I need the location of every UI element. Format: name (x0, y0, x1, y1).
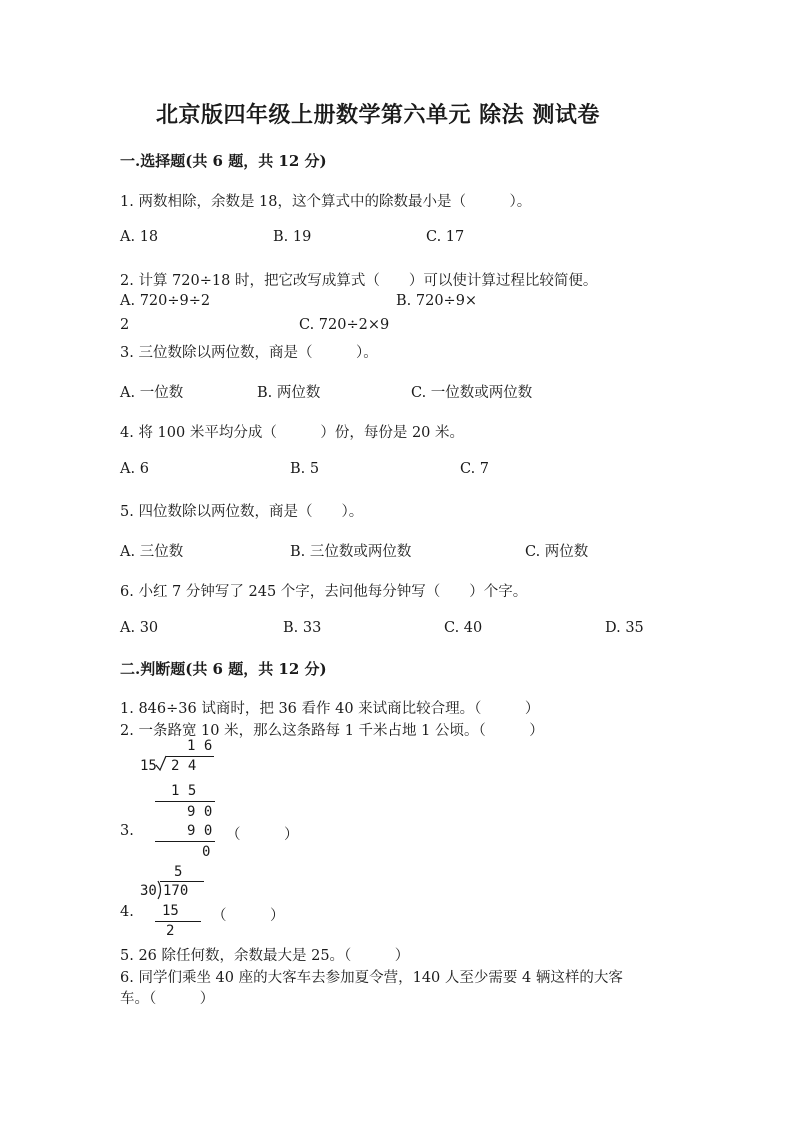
division-2-subtrahend: 15 (162, 903, 179, 919)
judgment-1: 1. 846÷36 试商时，把 36 看作 40 来试商比较合理。（ ） (120, 701, 540, 717)
section-heading-choice: 一.选择题(共 6 题，共 12 分) (120, 152, 327, 170)
judgment-3-number: 3. (120, 823, 134, 839)
question-3: 3. 三位数除以两位数，商是（ ）。 (120, 345, 378, 361)
option-6b[interactable]: B. 33 (283, 620, 322, 636)
division-1-subtrahend-2: 9 0 (187, 823, 213, 839)
option-1b[interactable]: B. 19 (273, 229, 312, 245)
division-1-bracket (159, 756, 169, 778)
option-2b[interactable]: B. 720÷9× (396, 293, 478, 309)
option-4a[interactable]: A. 6 (120, 461, 149, 477)
option-5c[interactable]: C. 两位数 (525, 544, 589, 560)
option-3a[interactable]: A. 一位数 (120, 385, 184, 401)
division-1-divisor: 15 (140, 758, 157, 774)
judgment-6-line-1: 6. 同学们乘坐 40 座的大客车去参加夏令营，140 人至少需要 4 辆这样的大客 (120, 970, 623, 986)
option-2b-continued: 2 (120, 317, 130, 333)
option-4c[interactable]: C. 7 (460, 461, 490, 477)
option-3c[interactable]: C. 一位数或两位数 (411, 385, 533, 401)
option-6a[interactable]: A. 30 (120, 620, 159, 636)
division-1-remainder-2: 0 (202, 844, 211, 860)
question-1: 1. 两数相除，余数是 18，这个算式中的除数最小是（ ）。 (120, 194, 532, 210)
division-1-dividend: 2 4 (171, 758, 197, 774)
question-2: 2. 计算 720÷18 时，把它改写成算式（ ）可以使计算过程比较简便。 (120, 273, 598, 289)
division-2-line (155, 921, 201, 922)
option-6d[interactable]: D. 35 (605, 620, 644, 636)
option-1a[interactable]: A. 18 (120, 229, 159, 245)
division-1-line-2 (155, 841, 215, 842)
division-2-bar (160, 881, 204, 882)
division-2-divisor: 30 (140, 883, 157, 899)
division-2-quotient: 5 (174, 864, 183, 880)
division-1-remainder-1: 9 0 (187, 804, 213, 820)
division-1-line-1 (155, 801, 215, 802)
question-6: 6. 小红 7 分钟写了 245 个字，去问他每分钟写（ ）个字。 (120, 584, 528, 600)
question-4: 4. 将 100 米平均分成（ ）份，每份是 20 米。 (120, 425, 465, 441)
judgment-3-answer[interactable]: （ ） (226, 827, 299, 843)
page-title: 北京版四年级上册数学第六单元 除法 测试卷 (156, 102, 600, 128)
judgment-6-line-2: 车。（ ） (120, 991, 215, 1007)
division-1-quotient: 1 6 (187, 738, 213, 754)
division-2-remainder: 2 (166, 923, 175, 939)
option-5b[interactable]: B. 三位数或两位数 (290, 544, 412, 560)
option-3b[interactable]: B. 两位数 (257, 385, 321, 401)
division-1-subtrahend: 1 5 (171, 783, 197, 799)
division-1-bar (166, 756, 214, 757)
judgment-4-answer[interactable]: （ ） (212, 908, 285, 924)
section-heading-judgment: 二.判断题(共 6 题，共 12 分) (120, 660, 327, 678)
option-4b[interactable]: B. 5 (290, 461, 320, 477)
question-5: 5. 四位数除以两位数，商是（ ）。 (120, 504, 364, 520)
division-2-dividend: 170 (163, 883, 189, 899)
judgment-5: 5. 26 除任何数，余数最大是 25。（ ） (120, 948, 410, 964)
option-2a[interactable]: A. 720÷9÷2 (120, 293, 211, 309)
option-1c[interactable]: C. 17 (426, 229, 465, 245)
judgment-4-number: 4. (120, 904, 134, 920)
option-2c[interactable]: C. 720÷2×9 (299, 317, 390, 333)
option-5a[interactable]: A. 三位数 (120, 544, 184, 560)
option-6c[interactable]: C. 40 (444, 620, 483, 636)
judgment-2: 2. 一条路宽 10 米，那么这条路每 1 千米占地 1 公顷。（ ） (120, 723, 544, 739)
